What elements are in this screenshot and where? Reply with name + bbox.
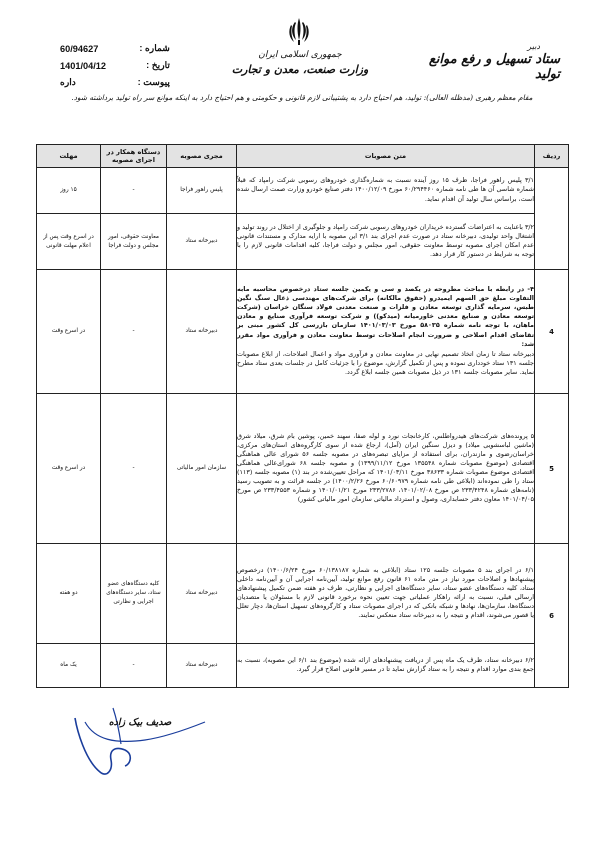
deadline-cell: دو هفته: [37, 544, 101, 644]
table-header-row: [37, 145, 569, 168]
date-value: 1401/04/12: [60, 60, 106, 71]
resolution-sub-text: ۳/۱ پلیس راهور فراجا، ظرف ۱۵ روز آینده نسبت به شماره‌گذاری خودروهای رسوبی شرکت رامپاد که قبلاً شماره شاسی آن ها طی نامه شماره ۶۰/۲۹۴۴۶۰ مورخ ۱۴۰۰/۱۲/۰۹ دفتر صنایع خودرو وزارت صمت ارسال شده است، براساس سال تولید آن اقدام نماید.: [237, 176, 534, 203]
cooperator-cell: -: [101, 644, 167, 688]
executor-cell: سازمان امور مالیاتی: [167, 394, 237, 544]
resolution-body: دبیرخانه ستاد تا زمان اتخاذ تصمیم نهایی در معاونت معادن و فرآوری مواد و اعمال اصلاحات، از ابلاغ مصوبات جلسه ۱۳۱ ستاد خودداری نموده و پس از تکمیل گزارش، موضوع را با جزئیات کامل در جلسات بعدی ستاد مطرح نماید. سایر مصوبات جلسه ۱۳۱ در ذیل مصوبات همین جلسه ابلاغ گردد.: [237, 349, 534, 376]
resolution-sub-text: ۶/۲ دبیرخانه ستاد، ظرف یک ماه پس از دریافت پیشنهادهای ارائه شده (موضوع بند ۶/۱ این مصوبه)، نسبت به جمع بندی موارد اقدام و نتیجه را به ستاد گزارش نماید تا در مسیر قانونی اصلاح قرار گیرد.: [237, 655, 534, 673]
deadline-cell: یک ماه: [37, 644, 101, 688]
cooperator-cell: معاونت حقوقی، امور مجلس و دولت فراجا: [101, 214, 167, 270]
executor-cell: دبیرخانه ستاد: [167, 644, 237, 688]
table-row: [37, 644, 569, 688]
resolution-text: [237, 544, 535, 644]
resolution-text: [237, 214, 535, 270]
table-row: [37, 544, 569, 644]
date-label: تاریخ :: [146, 60, 170, 70]
attachment-label: پیوست :: [137, 77, 170, 87]
table-row: [37, 270, 569, 394]
resolution-body: ۵ پرونده‌های شرکت‌های هیدرواطلس، کارخانجات نورد و لوله صفا، سهند خمین، پوشین بام شرق، میلاد شرق (ماشین لباسشویی میلاد) و دیزل سنگین ایران (آمل)، ارجاع شده از سوی کارگروه‌های استان‌های مرکزی، خراسان‌رضوی و مازندران، برای استفاده از مزایای تبصره‌های در مصوبه جلسه ۵۶ شورای عالی هماهنگی اقتصادی (موضوع مصوبات شماره ۱۳۵۵۴۸ مورخ ۱۳۹۹/۱۱/۱۲) و مصوبه جلسه ۶۸ شورای‌عالی هماهنگی اقتصادی موضوع مصوبات شماره ۳۸۶۳۳ مورخ ۱۴۰۱/۰۳/۱۱ که مراحل تعیین‌شده در بند (۱) مصوبه جلسه (۱۱۳) ستاد را طی نموده‌اند (ابلاغی طی نامه شماره ۶۰/۶۰۹۷۹ مورخ ۱۴۰۰/۲/۲۶) در جلسه قرائت و به تصویب رسید (نامه‌های شماره ۲۳۳/۴۲۴۸ ص مورخ ۱۴۰۱/۰۲/۰۸، ۲۳۳/۲۷۸۶ مورخ ۱۴۰۱/۰۱/۲۱ و شماره ۲۳۳/۴۵۵۳ ص مورخ ۱۴۰۱/۰۴/۰۵ معاون دفتر حسابداری، وصول و استرداد مالیاتی سازمان امور مالیاتی کشور): [237, 431, 535, 504]
deadline-cell: در اسرع وقت: [37, 270, 101, 394]
cooperator-cell: -: [101, 270, 167, 394]
executor-cell: دبیرخانه ستاد: [167, 214, 237, 270]
attachment-row: [60, 74, 170, 91]
table-row: [37, 168, 569, 214]
secretary-label: دبیر: [527, 42, 540, 51]
table-row: [37, 214, 569, 270]
date-row: [60, 57, 170, 74]
signature-icon: [55, 700, 215, 780]
deadline-cell: ۱۵ روز: [37, 168, 101, 214]
cooperator-cell: -: [101, 168, 167, 214]
row-number: 5: [535, 394, 569, 544]
executor-cell: دبیرخانه ستاد: [167, 544, 237, 644]
executor-cell: دبیرخانه ستاد: [167, 270, 237, 394]
deadline-cell: در اسرع وقت: [37, 394, 101, 544]
ministry-title: وزارت صنعت، معدن و تجارت: [231, 63, 369, 76]
resolution-text: [237, 644, 535, 688]
headquarters-title: ستاد تسهیل و رفع موانع تولید: [428, 52, 560, 82]
number-row: [60, 40, 170, 57]
attachment-value: داره: [60, 77, 76, 87]
resolutions-table: [36, 144, 569, 688]
leader-quote: مقام معظم رهبری (مدظله العالی): تولید، هم احتیاج دارد به پشتیبانی لازم قانونی و حکومتی و هم احتیاج دارد به اینکه موانع سر راه تولید برداشته شود.: [71, 93, 533, 102]
header-row-number: ردیف: [535, 145, 569, 168]
government-title: جمهوری اسلامی ایران: [258, 50, 342, 60]
header-cooperator: دستگاه همکار در اجرای مصوبه: [101, 145, 167, 168]
cooperator-cell: کلیه دستگاه‌های عضو ستاد، سایر دستگاه‌های اجرایی و نظارتی: [101, 544, 167, 644]
iran-emblem-icon: [287, 16, 311, 46]
signatory-name: صدیف بیک زاده: [108, 717, 172, 728]
resolution-text: [237, 394, 535, 544]
executor-cell: پلیس راهور فراجا: [167, 168, 237, 214]
header-text: متن مصوبات: [237, 145, 535, 168]
table-row: [37, 394, 569, 544]
resolution-sub-text: ۶/۱ در اجرای بند ۵ مصوبات جلسه ۱۲۵ ستاد (ابلاغی به شماره ۶۰/۱۳۸۱۸۷ مورخ ۱۴۰۰/۶/۲۴) درخصوص پیشنهادها و اصلاحات مورد نیاز در متن ماده ۶۱ قانون رفع موانع تولید، آیین‌نامه اجرایی آن و آیین‌نامه داخلی ستاد، کلیه دستگاه‌های عضو ستاد، سایر دستگاه‌های اجرایی و نظارتی، ظرف دو هفته ضمن تکمیل پیشنهادهای ارسالی قبلی، نسبت به ارائه راهکار عملیاتی جهت تعیین نحوه برخورد قانونی لازم با مسئولان یا متصدیان دستگاه‌ها، سازمان‌ها، نهادها و شبکه بانکی که در اجرای مصوبات ستاد و کارگروه‌های تسهیل استان‌ها، دچار تعلل یا قصور می‌شوند، اقدام و نتیجه را به دبیرخانه ستاد منعکس نمایند.: [237, 565, 534, 620]
number-value: 60/94627: [60, 43, 99, 54]
number-label: شماره :: [139, 43, 170, 53]
row-number: [535, 168, 569, 270]
resolution-sub-text: ۳/۲ باعنایت به اعتراضات گسترده خریداران خودروهای رسوبی شرکت رامپاد و جلوگیری از اختلال در روند تولید و اشتغال واحد تولیدی، دبیرخانه ستاد در صورت عدم اجرای بند ۳/۱ این مصوبه با ارایه مدارک و مستندات قانونی عدم امکان اجرای مصوبه توسط معاونت حقوقی، امور مجلس و دولت فراجا، کلیه اقدامات قانونی لازم را با توجه به شرایط در دستور کار قرار دهد.: [237, 222, 534, 259]
row-number: 4: [535, 270, 569, 394]
header-deadline: مهلت: [37, 145, 101, 168]
deadline-cell: در اسرع وقت پس از اعلام مهلت قانونی: [37, 214, 101, 270]
resolution-text: [237, 168, 535, 214]
letter-meta: [60, 40, 170, 91]
resolution-text: [237, 270, 535, 394]
header-executor: مجری مصوبه: [167, 145, 237, 168]
cooperator-cell: -: [101, 394, 167, 544]
row-number: 6: [535, 544, 569, 688]
resolution-title: ۴- در رابطه با مباحث مطروحه در یکصد و سی و یکمین جلسه ستاد درخصوص محاسبه مابه التفاوت مبلغ حق السهم ایمیدرو (حقوق مالکانه) برای شرکت‌های مهندسی ذغال سنگ نگین طبس، سرمایه گذاری توسعه معادن و فلزات و صنعت معدنی فولاد سنگان خراسان (شرکت توسعه معادن و صنایع معدنی خاورمیانه (میدکو)) و شرکت توسعه فرآوری صنایع و معادن ماهان، با توجه نامه شماره ۵۸۰۳۵ مورخ ۱۴۰۱/۰۳/۰۳ سازمان بازرسی کل کشور مبنی بر تقاضای اقدام اصلاحی و ضرورت انجام اصلاحات توسط معاونت معادن و فرآوری مواد مقرر شد:: [237, 285, 534, 348]
